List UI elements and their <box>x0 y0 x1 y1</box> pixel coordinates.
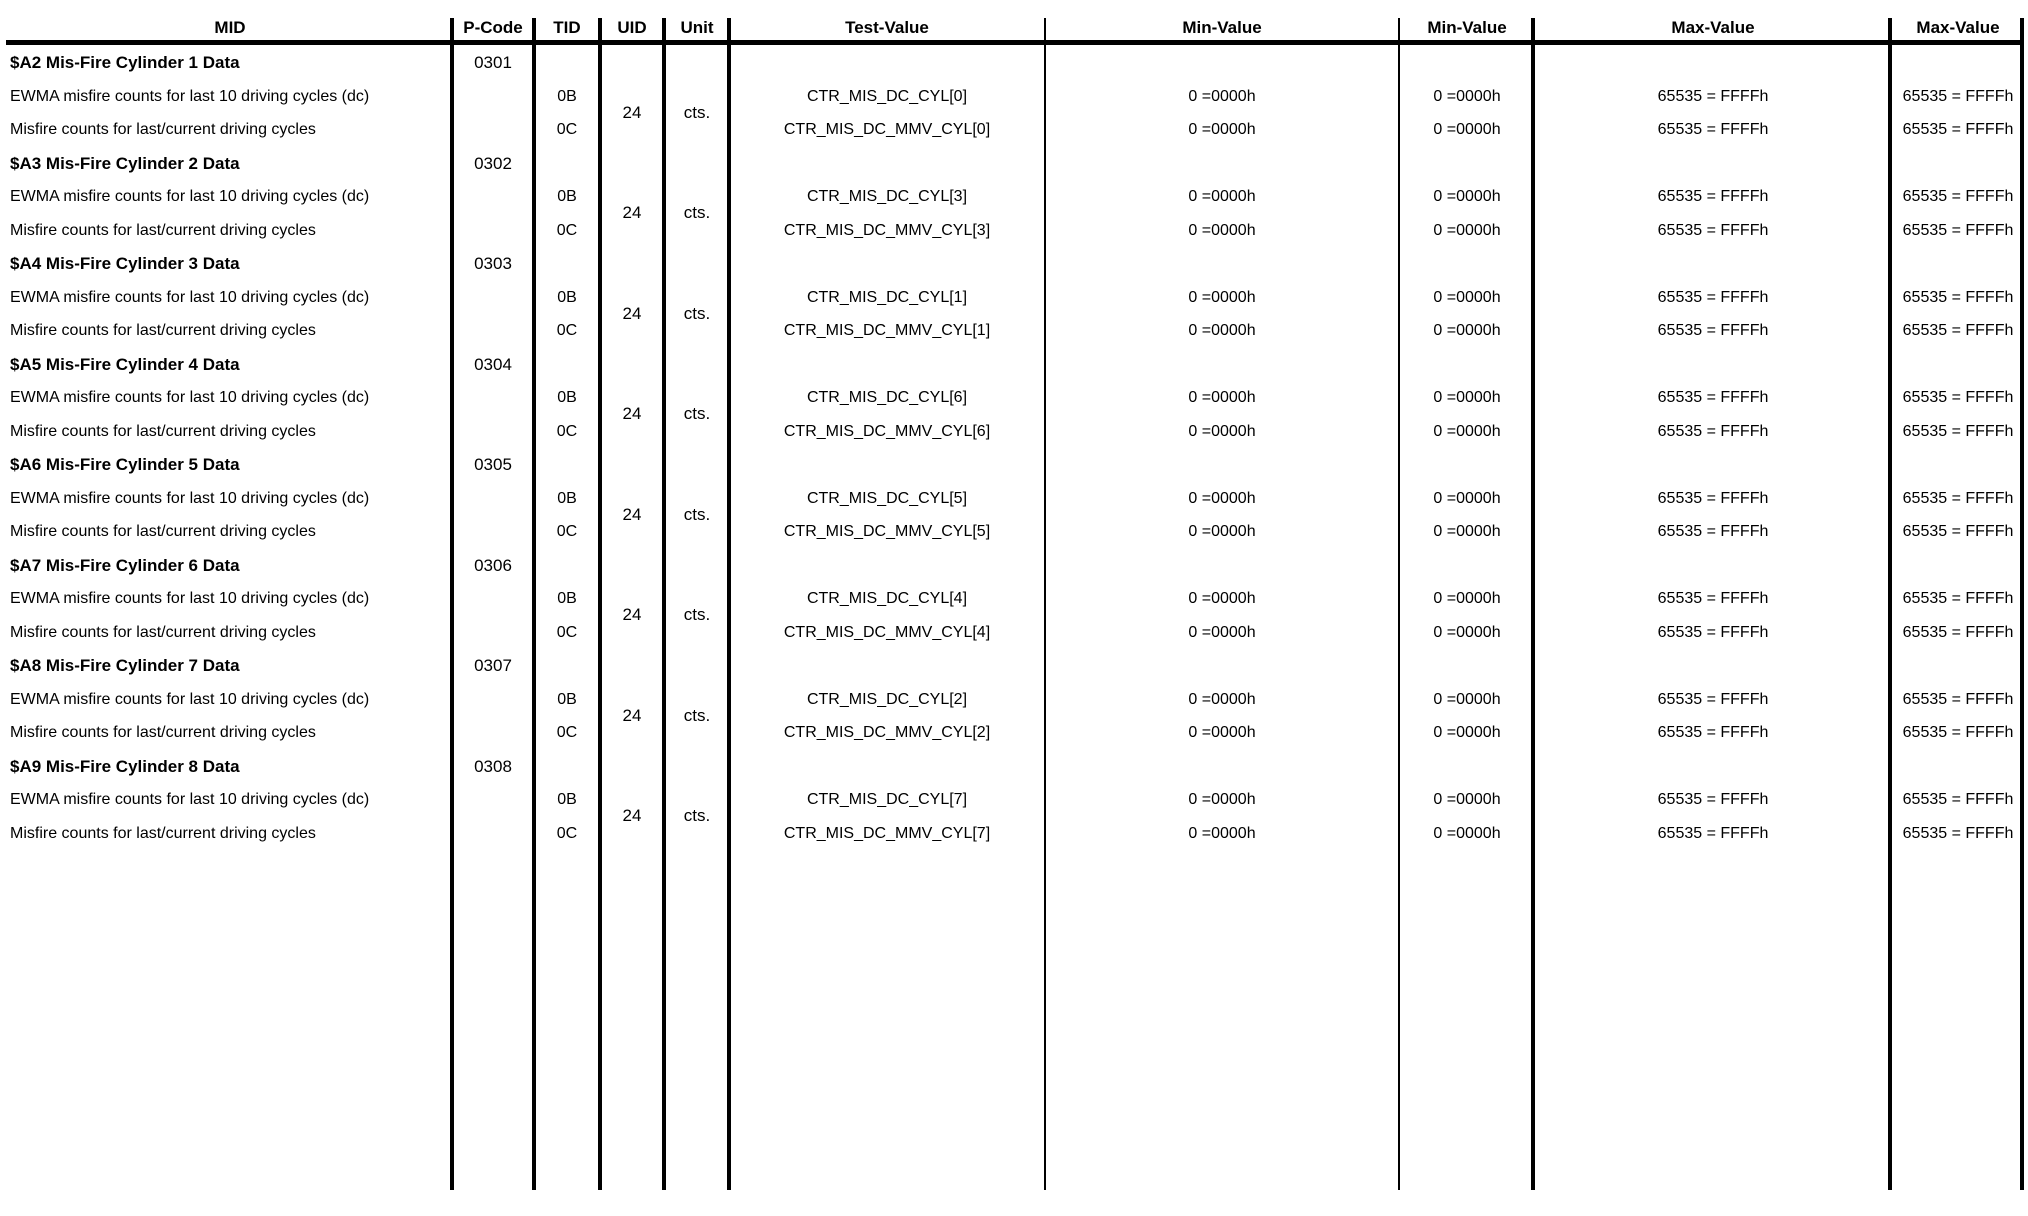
max-value-1: 65535 = FFFFh <box>1657 322 1769 339</box>
test-value: CTR_MIS_DC_CYL[5] <box>806 489 968 507</box>
table-row <box>0 113 2028 146</box>
min-value-2: 0 =0000h <box>1433 87 1501 105</box>
mid-title: $A9 Mis-Fire Cylinder 8 Data <box>10 756 240 776</box>
unit-value: cts. <box>683 203 711 222</box>
unit-value: cts. <box>683 303 711 323</box>
max-value-2: 65535 = FFFFh <box>1902 791 2014 808</box>
row-description: EWMA misfire counts for last 10 driving cycles (dc) <box>10 87 370 105</box>
group-header-row <box>0 448 2028 481</box>
table-row <box>0 415 2028 448</box>
unit-value: cts. <box>683 605 711 624</box>
test-value: CTR_MIS_DC_CYL[6] <box>806 389 968 406</box>
test-value: CTR_MIS_DC_CYL[4] <box>806 590 968 607</box>
row-description: EWMA misfire counts for last 10 driving cycles (dc) <box>10 489 370 507</box>
test-value: CTR_MIS_DC_CYL[0] <box>806 87 968 105</box>
test-value: CTR_MIS_DC_MMV_CYL[7] <box>783 824 991 842</box>
min-value-2: 0 =0000h <box>1433 188 1501 205</box>
group-header-row <box>0 46 2028 79</box>
min-value-1: 0 =0000h <box>1188 188 1256 205</box>
max-value-1: 65535 = FFFFh <box>1657 824 1769 842</box>
table-row <box>0 716 2028 749</box>
unit-value: cts. <box>683 504 711 524</box>
min-value-1: 0 =0000h <box>1188 389 1256 406</box>
min-value-1: 0 =0000h <box>1188 87 1256 105</box>
max-value-1: 65535 = FFFFh <box>1657 188 1769 205</box>
header-uid: UID <box>617 18 647 37</box>
uid-value: 24 <box>622 404 642 423</box>
test-value: CTR_MIS_DC_MMV_CYL[0] <box>783 121 991 138</box>
max-value-1: 65535 = FFFFh <box>1657 121 1769 138</box>
min-value-1: 0 =0000h <box>1188 288 1256 306</box>
max-value-1: 65535 = FFFFh <box>1657 489 1769 507</box>
header-max-value-1: Max-Value <box>1671 18 1755 37</box>
mid-title: $A5 Mis-Fire Cylinder 4 Data <box>10 354 240 374</box>
pcode-value: 0302 <box>474 153 512 173</box>
row-description: Misfire counts for last/current driving cycles <box>10 422 316 440</box>
tid-value: 0C <box>556 322 578 339</box>
row-description: Misfire counts for last/current driving cycles <box>10 121 316 138</box>
row-description: Misfire counts for last/current driving cycles <box>10 724 316 741</box>
unit-value: cts. <box>683 102 711 122</box>
uid-value: 24 <box>622 303 642 323</box>
max-value-2: 65535 = FFFFh <box>1902 623 2014 641</box>
min-value-2: 0 =0000h <box>1433 824 1501 842</box>
min-value-2: 0 =0000h <box>1433 389 1501 406</box>
row-description: Misfire counts for last/current driving cycles <box>10 322 316 339</box>
min-value-2: 0 =0000h <box>1433 221 1501 239</box>
pcode-value: 0304 <box>474 354 512 374</box>
header-mid: MID <box>214 18 246 37</box>
max-value-1: 65535 = FFFFh <box>1657 422 1769 440</box>
header-divider <box>6 40 2024 45</box>
min-value-1: 0 =0000h <box>1188 623 1256 641</box>
tid-value: 0B <box>557 87 577 105</box>
max-value-1: 65535 = FFFFh <box>1657 724 1769 741</box>
tid-value: 0B <box>557 288 577 306</box>
table-row <box>0 783 2028 816</box>
unit-value: cts. <box>683 705 711 725</box>
table-row <box>0 80 2028 113</box>
row-description: EWMA misfire counts for last 10 driving cycles (dc) <box>10 288 370 306</box>
min-value-1: 0 =0000h <box>1188 422 1256 440</box>
test-value: CTR_MIS_DC_MMV_CYL[6] <box>783 422 991 440</box>
table-row <box>0 515 2028 548</box>
row-description: Misfire counts for last/current driving cycles <box>10 221 316 239</box>
min-value-1: 0 =0000h <box>1188 221 1256 239</box>
max-value-1: 65535 = FFFFh <box>1657 523 1769 540</box>
min-value-2: 0 =0000h <box>1433 322 1501 339</box>
pcode-value: 0305 <box>474 455 512 474</box>
pcode-value: 0308 <box>474 756 512 776</box>
max-value-1: 65535 = FFFFh <box>1657 288 1769 306</box>
table-row <box>0 214 2028 247</box>
tid-value: 0B <box>557 489 577 507</box>
header-unit: Unit <box>680 18 714 37</box>
tid-value: 0C <box>556 422 578 440</box>
pcode-value: 0306 <box>474 555 512 575</box>
tid-value: 0B <box>557 188 577 205</box>
group-header-row <box>0 247 2028 280</box>
max-value-2: 65535 = FFFFh <box>1902 322 2014 339</box>
uid-value: 24 <box>622 705 642 725</box>
min-value-1: 0 =0000h <box>1188 121 1256 138</box>
tid-value: 0C <box>556 623 578 641</box>
max-value-1: 65535 = FFFFh <box>1657 590 1769 607</box>
max-value-1: 65535 = FFFFh <box>1657 389 1769 406</box>
max-value-1: 65535 = FFFFh <box>1657 690 1769 708</box>
max-value-2: 65535 = FFFFh <box>1902 489 2014 507</box>
row-description: EWMA misfire counts for last 10 driving cycles (dc) <box>10 389 370 406</box>
tid-value: 0C <box>556 221 578 239</box>
row-description: Misfire counts for last/current driving cycles <box>10 623 316 641</box>
max-value-2: 65535 = FFFFh <box>1902 389 2014 406</box>
table-row <box>0 616 2028 649</box>
max-value-2: 65535 = FFFFh <box>1902 422 2014 440</box>
group-header-row <box>0 649 2028 682</box>
mid-title: $A8 Mis-Fire Cylinder 7 Data <box>10 656 240 675</box>
max-value-2: 65535 = FFFFh <box>1902 523 2014 540</box>
header-min-value-2: Min-Value <box>1427 18 1507 37</box>
mid-title: $A2 Mis-Fire Cylinder 1 Data <box>10 53 240 72</box>
min-value-2: 0 =0000h <box>1433 590 1501 607</box>
min-value-2: 0 =0000h <box>1433 121 1501 138</box>
max-value-2: 65535 = FFFFh <box>1902 188 2014 205</box>
row-description: Misfire counts for last/current driving cycles <box>10 824 316 842</box>
max-value-2: 65535 = FFFFh <box>1902 121 2014 138</box>
max-value-2: 65535 = FFFFh <box>1902 690 2014 708</box>
min-value-2: 0 =0000h <box>1433 690 1501 708</box>
table-row <box>0 582 2028 615</box>
header-test-value: Test-Value <box>845 18 929 37</box>
min-value-1: 0 =0000h <box>1188 590 1256 607</box>
uid-value: 24 <box>622 504 642 524</box>
pcode-value: 0301 <box>474 53 512 72</box>
uid-value: 24 <box>622 102 642 122</box>
min-value-2: 0 =0000h <box>1433 523 1501 540</box>
tid-value: 0C <box>556 824 578 842</box>
max-value-1: 65535 = FFFFh <box>1657 87 1769 105</box>
header-max-value-2: Max-Value <box>1916 18 2000 37</box>
min-value-1: 0 =0000h <box>1188 824 1256 842</box>
min-value-2: 0 =0000h <box>1433 724 1501 741</box>
tid-value: 0C <box>556 724 578 741</box>
min-value-1: 0 =0000h <box>1188 791 1256 808</box>
group-header-row <box>0 147 2028 180</box>
min-value-2: 0 =0000h <box>1433 422 1501 440</box>
uid-value: 24 <box>622 806 642 825</box>
header-pcode: P-Code <box>463 18 523 37</box>
unit-value: cts. <box>683 404 711 423</box>
row-description: EWMA misfire counts for last 10 driving cycles (dc) <box>10 590 370 607</box>
min-value-1: 0 =0000h <box>1188 690 1256 708</box>
mid-title: $A4 Mis-Fire Cylinder 3 Data <box>10 254 240 273</box>
group-header-row <box>0 348 2028 381</box>
unit-value: cts. <box>683 806 711 825</box>
max-value-1: 65535 = FFFFh <box>1657 221 1769 239</box>
pcode-value: 0303 <box>474 254 512 273</box>
test-value: CTR_MIS_DC_CYL[3] <box>806 188 968 205</box>
test-value: CTR_MIS_DC_MMV_CYL[3] <box>783 221 991 239</box>
min-value-2: 0 =0000h <box>1433 288 1501 306</box>
row-description: EWMA misfire counts for last 10 driving cycles (dc) <box>10 791 370 808</box>
group-header-row <box>0 549 2028 582</box>
min-value-1: 0 =0000h <box>1188 523 1256 540</box>
pcode-value: 0307 <box>474 656 512 675</box>
max-value-2: 65535 = FFFFh <box>1902 87 2014 105</box>
test-value: CTR_MIS_DC_MMV_CYL[1] <box>783 322 991 339</box>
header-tid: TID <box>553 18 581 37</box>
row-description: EWMA misfire counts for last 10 driving cycles (dc) <box>10 690 370 708</box>
mid-title: $A6 Mis-Fire Cylinder 5 Data <box>10 455 240 474</box>
table-row <box>0 381 2028 414</box>
tid-value: 0C <box>556 523 578 540</box>
table-row <box>0 281 2028 314</box>
row-description: Misfire counts for last/current driving cycles <box>10 523 316 540</box>
header-min-value-1: Min-Value <box>1182 18 1262 37</box>
test-value: CTR_MIS_DC_CYL[2] <box>806 690 968 708</box>
row-description: EWMA misfire counts for last 10 driving cycles (dc) <box>10 188 370 205</box>
min-value-2: 0 =0000h <box>1433 623 1501 641</box>
tid-value: 0B <box>557 791 577 808</box>
min-value-1: 0 =0000h <box>1188 724 1256 741</box>
mid-title: $A3 Mis-Fire Cylinder 2 Data <box>10 153 240 173</box>
min-value-1: 0 =0000h <box>1188 322 1256 339</box>
table-row <box>0 482 2028 515</box>
max-value-2: 65535 = FFFFh <box>1902 221 2014 239</box>
tid-value: 0B <box>557 389 577 406</box>
test-value: CTR_MIS_DC_MMV_CYL[4] <box>783 623 991 641</box>
tid-value: 0C <box>556 121 578 138</box>
mid-title: $A7 Mis-Fire Cylinder 6 Data <box>10 555 240 575</box>
table-row <box>0 817 2028 850</box>
test-value: CTR_MIS_DC_MMV_CYL[5] <box>783 523 991 540</box>
max-value-2: 65535 = FFFFh <box>1902 824 2014 842</box>
min-value-1: 0 =0000h <box>1188 489 1256 507</box>
max-value-1: 65535 = FFFFh <box>1657 623 1769 641</box>
test-value: CTR_MIS_DC_CYL[7] <box>806 791 968 808</box>
tid-value: 0B <box>557 590 577 607</box>
uid-value: 24 <box>622 605 642 624</box>
max-value-2: 65535 = FFFFh <box>1902 288 2014 306</box>
table-row <box>0 683 2028 716</box>
tid-value: 0B <box>557 690 577 708</box>
test-value: CTR_MIS_DC_CYL[1] <box>806 288 968 306</box>
max-value-2: 65535 = FFFFh <box>1902 724 2014 741</box>
max-value-1: 65535 = FFFFh <box>1657 791 1769 808</box>
group-header-row <box>0 750 2028 783</box>
min-value-2: 0 =0000h <box>1433 791 1501 808</box>
test-value: CTR_MIS_DC_MMV_CYL[2] <box>783 724 991 741</box>
min-value-2: 0 =0000h <box>1433 489 1501 507</box>
table-row <box>0 180 2028 213</box>
uid-value: 24 <box>622 203 642 222</box>
table-row <box>0 314 2028 347</box>
max-value-2: 65535 = FFFFh <box>1902 590 2014 607</box>
